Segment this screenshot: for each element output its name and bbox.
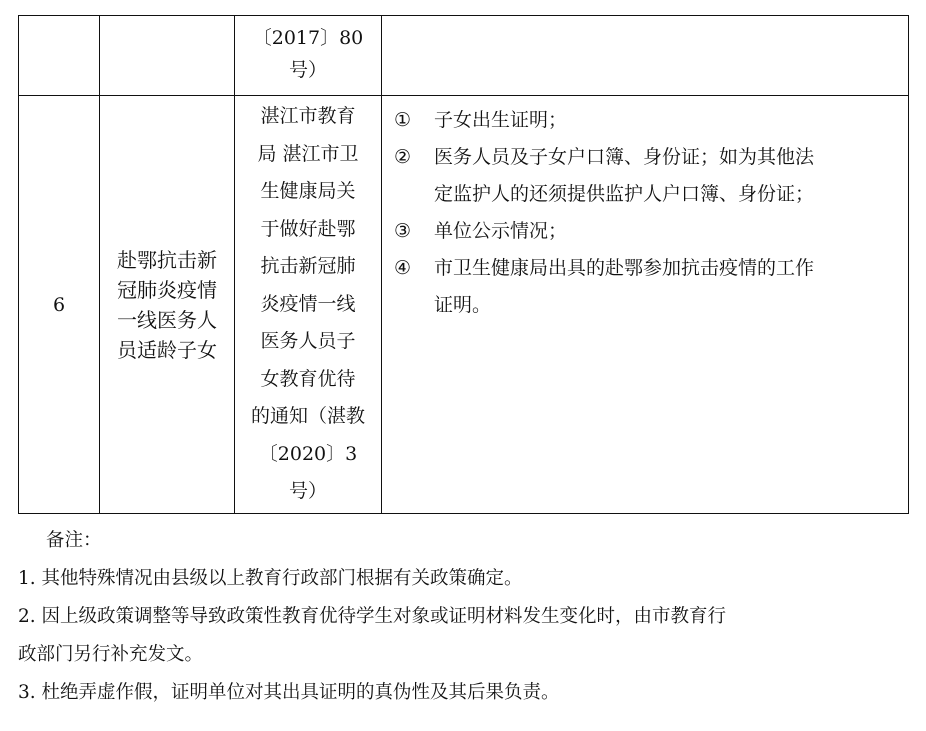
basis-line: 医务人员子 — [260, 330, 356, 353]
basis-line: 炎疫情一线 — [260, 292, 356, 315]
basis-line: 的通知（湛教 — [250, 405, 365, 428]
basis-line: 〔2017〕80 — [252, 27, 364, 49]
type-line: 冠肺炎疫情 — [117, 277, 217, 302]
table-row-6 — [19, 96, 909, 514]
basis-line: 抗击新冠肺 — [260, 255, 356, 278]
basis-line: 于做好赴鄂 — [260, 217, 356, 240]
material-text — [434, 213, 898, 250]
cell-prev-type — [100, 16, 235, 96]
basis-line: 〔2020〕3 — [258, 442, 358, 465]
basis-line: 局 湛江市卫 — [257, 142, 359, 165]
cell-number: 6 — [19, 96, 100, 514]
note-line: 政部门另行补充发文。 — [18, 644, 204, 665]
material-item — [394, 213, 898, 250]
cell-basis — [235, 96, 382, 514]
material-number: ① — [394, 109, 412, 131]
note-line: 2. 因上级政策调整等导致政策性教育优待学生对象或证明材料发生变化时，由市教育行 — [18, 606, 727, 627]
cell-prev-number — [19, 16, 100, 96]
basis-line: 号） — [288, 480, 327, 503]
note-item — [18, 560, 916, 598]
material-line: 定监护人的还须提供监护人户口簿、身份证； — [434, 183, 815, 205]
table-row-prev — [19, 16, 909, 96]
material-item — [394, 250, 898, 324]
type-line: 赴鄂抗击新 — [117, 247, 217, 272]
note-item — [18, 674, 916, 712]
notes-section — [18, 522, 916, 712]
note-line: 3. 杜绝弄虚作假，证明单位对其出具证明的真伪性及其后果负责。 — [18, 682, 560, 703]
cell-type — [100, 96, 235, 514]
material-text — [434, 102, 898, 139]
material-line: 市卫生健康局出具的赴鄂参加抗击疫情的工作 — [434, 257, 815, 279]
basis-line: 生健康局关 — [260, 180, 356, 203]
material-text — [434, 139, 898, 213]
material-line: 子女出生证明； — [434, 109, 568, 131]
basis-line: 号） — [288, 59, 327, 81]
material-line: 医务人员及子女户口簿、身份证；如为其他法 — [434, 146, 815, 168]
cell-materials — [382, 96, 909, 514]
notes-title: 备注： — [46, 530, 102, 551]
material-text — [434, 250, 898, 324]
material-line: 单位公示情况； — [434, 220, 568, 242]
cell-prev-materials — [382, 16, 909, 96]
cell-prev-basis — [235, 16, 382, 96]
type-line: 一线医务人 — [117, 307, 217, 332]
material-line: 证明。 — [434, 294, 492, 316]
note-item — [18, 598, 916, 674]
note-line: 1. 其他特殊情况由县级以上教育行政部门根据有关政策确定。 — [18, 568, 523, 589]
basis-line: 女教育优待 — [260, 367, 356, 390]
policy-table — [18, 15, 909, 514]
material-item — [394, 139, 898, 213]
basis-line: 湛江市教育 — [260, 105, 356, 128]
type-line: 员适龄子女 — [117, 337, 217, 362]
material-item — [394, 102, 898, 139]
material-number: ③ — [394, 220, 412, 242]
material-number: ④ — [394, 257, 412, 279]
material-number: ② — [394, 146, 412, 168]
